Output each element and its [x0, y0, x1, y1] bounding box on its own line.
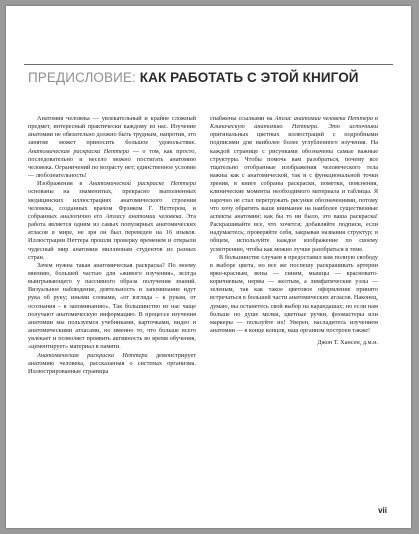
text-run: . Эта работа является одним из самых популярных анатомических атласов в мире, не зря он был переведен на 16 языков. Иллюстрации Неттера прошли проверку временем и открыли чудесный мир анатомии миллионам студентов из разных стран. [28, 212, 196, 261]
title-main: КАК РАБОТАТЬ С ЭТОЙ КНИГОЙ [139, 70, 359, 85]
book-page [6, 6, 411, 528]
header-rule [24, 64, 393, 65]
left-column [28, 115, 196, 376]
body-paragraph [28, 352, 196, 376]
page-number: vii [378, 506, 387, 515]
text-run: Анатомия человека — увлекательный и крайне сложный предмет, интересный практически каждому из нас. Изучение анатомии не обязательно должно быть трудным, напротив, это занятие может приносить большое удовольствие. [28, 115, 196, 147]
author-signature: Джон Т. Хансен, д.м.н. [317, 339, 378, 347]
italic-run: Это источники [328, 123, 378, 131]
title-lead: ПРЕДИСЛОВИЕ: [28, 70, 136, 85]
body-paragraph [28, 115, 196, 180]
body-paragraph [210, 115, 378, 254]
italic-run: Атласу анатомии человека [105, 212, 182, 220]
text-run: оригинальных цветных иллюстраций с подробными подписями для наиболее более углубленного изучения. На каждой странице с рисунками обозначены самые важные структуры. Чтобы помочь вам разобраться, почему все тщательно отобранные изображения человеческого тела важны как с анатомической, так и с функциональной точки зрения, в книге собраны раскраски, пометки, пояснения, клинические моменты необходимого материала и таблицы. Я нарочно не стал перегружать рисунки обозначениями, потому что хочу обратить ваше внимание на наиболее существенные аспекты анатомии; как бы то ни было, это ваша раскраска! Раскрашивайте все, что хочется; добавляйте подписи, если надумаетесь; проверяйте себя, закрывая названия структур; в общем, используйте каждое изображение по своему усмотрению, чтобы как можно лучше разобраться в теме. [210, 131, 378, 253]
italic-run: Анатомической раскраске Неттера [88, 180, 196, 188]
text-run: в [373, 115, 379, 122]
text-run: Изображения в [37, 180, 89, 188]
text-run: Зачем нужна такая анатомическая раскраска? По моему мнению, большей частью для «живого изучения», всегда выигрывающего у пассивного образа получения знаний. Визуальное наблюдение, деятельность и запоминание идут рука об руку; иными словами, «от взгляда – к рукам, от осознания – к запоминанию». Так большинство из нас чаще получают анатомическую информацию. В процессе изучения анатомии мы пользуемся учебниками, карточками, видео и анатомическими атласами, но именно то, что больше всего увлекает и позволяет проявить активность во время обучения, «цементирует» материал в памяти. [28, 261, 196, 351]
text-run: основаны на знаменитых, прекрасно выполненных медицинских иллюстрациях анатомического строения человека, созданных врачом Фрэнком Г. Неттером, и собранных аналогично его [28, 188, 196, 220]
text-run: снабжены ссылками на [210, 115, 275, 122]
text-run: . [317, 123, 329, 131]
text-run: демонстрирует анатомию человека, рассказанная о системах организма. Иллюстрированные страницы [28, 351, 196, 375]
body-paragraph [28, 262, 196, 352]
italic-run: Атлас анатомии человека Неттера [274, 115, 373, 122]
italic-run: Клиническую анатомию Неттера [210, 123, 318, 131]
right-column [210, 115, 378, 347]
italic-run: Анатомическая раскраска Неттера [28, 147, 130, 155]
text-run: В большинстве случаев я предоставил вам полную свободу в выборе цвета, но все же поспешу раскрашивать артерии ярко-красным, вены — синим, мышцы — красновато-коричневым, нервы — желтым, а лимфатические узлы — зеленым, так как такое цветовое оформление принято встречаться в большей части анатомических атласов. Наконец, думаю, вы останетесь свой выбор на карандашах; но если нам больше по душе мелки, цветные ручки, фломастеры или маркеры — пользуйте их! Уверен, насладитесь изучением анатомии — в конце концов, наш организм построен также! [210, 253, 378, 335]
text-run: — о том, как просто, последовательно и весело можно постигать анатомию человека. Ограничений по возрасту нет; единственное условие — любознательность! [28, 147, 196, 180]
body-paragraph [210, 254, 378, 336]
body-paragraph [28, 180, 196, 262]
page-title [28, 70, 359, 85]
italic-run: Анатомическая раскраска Неттера [37, 351, 148, 359]
